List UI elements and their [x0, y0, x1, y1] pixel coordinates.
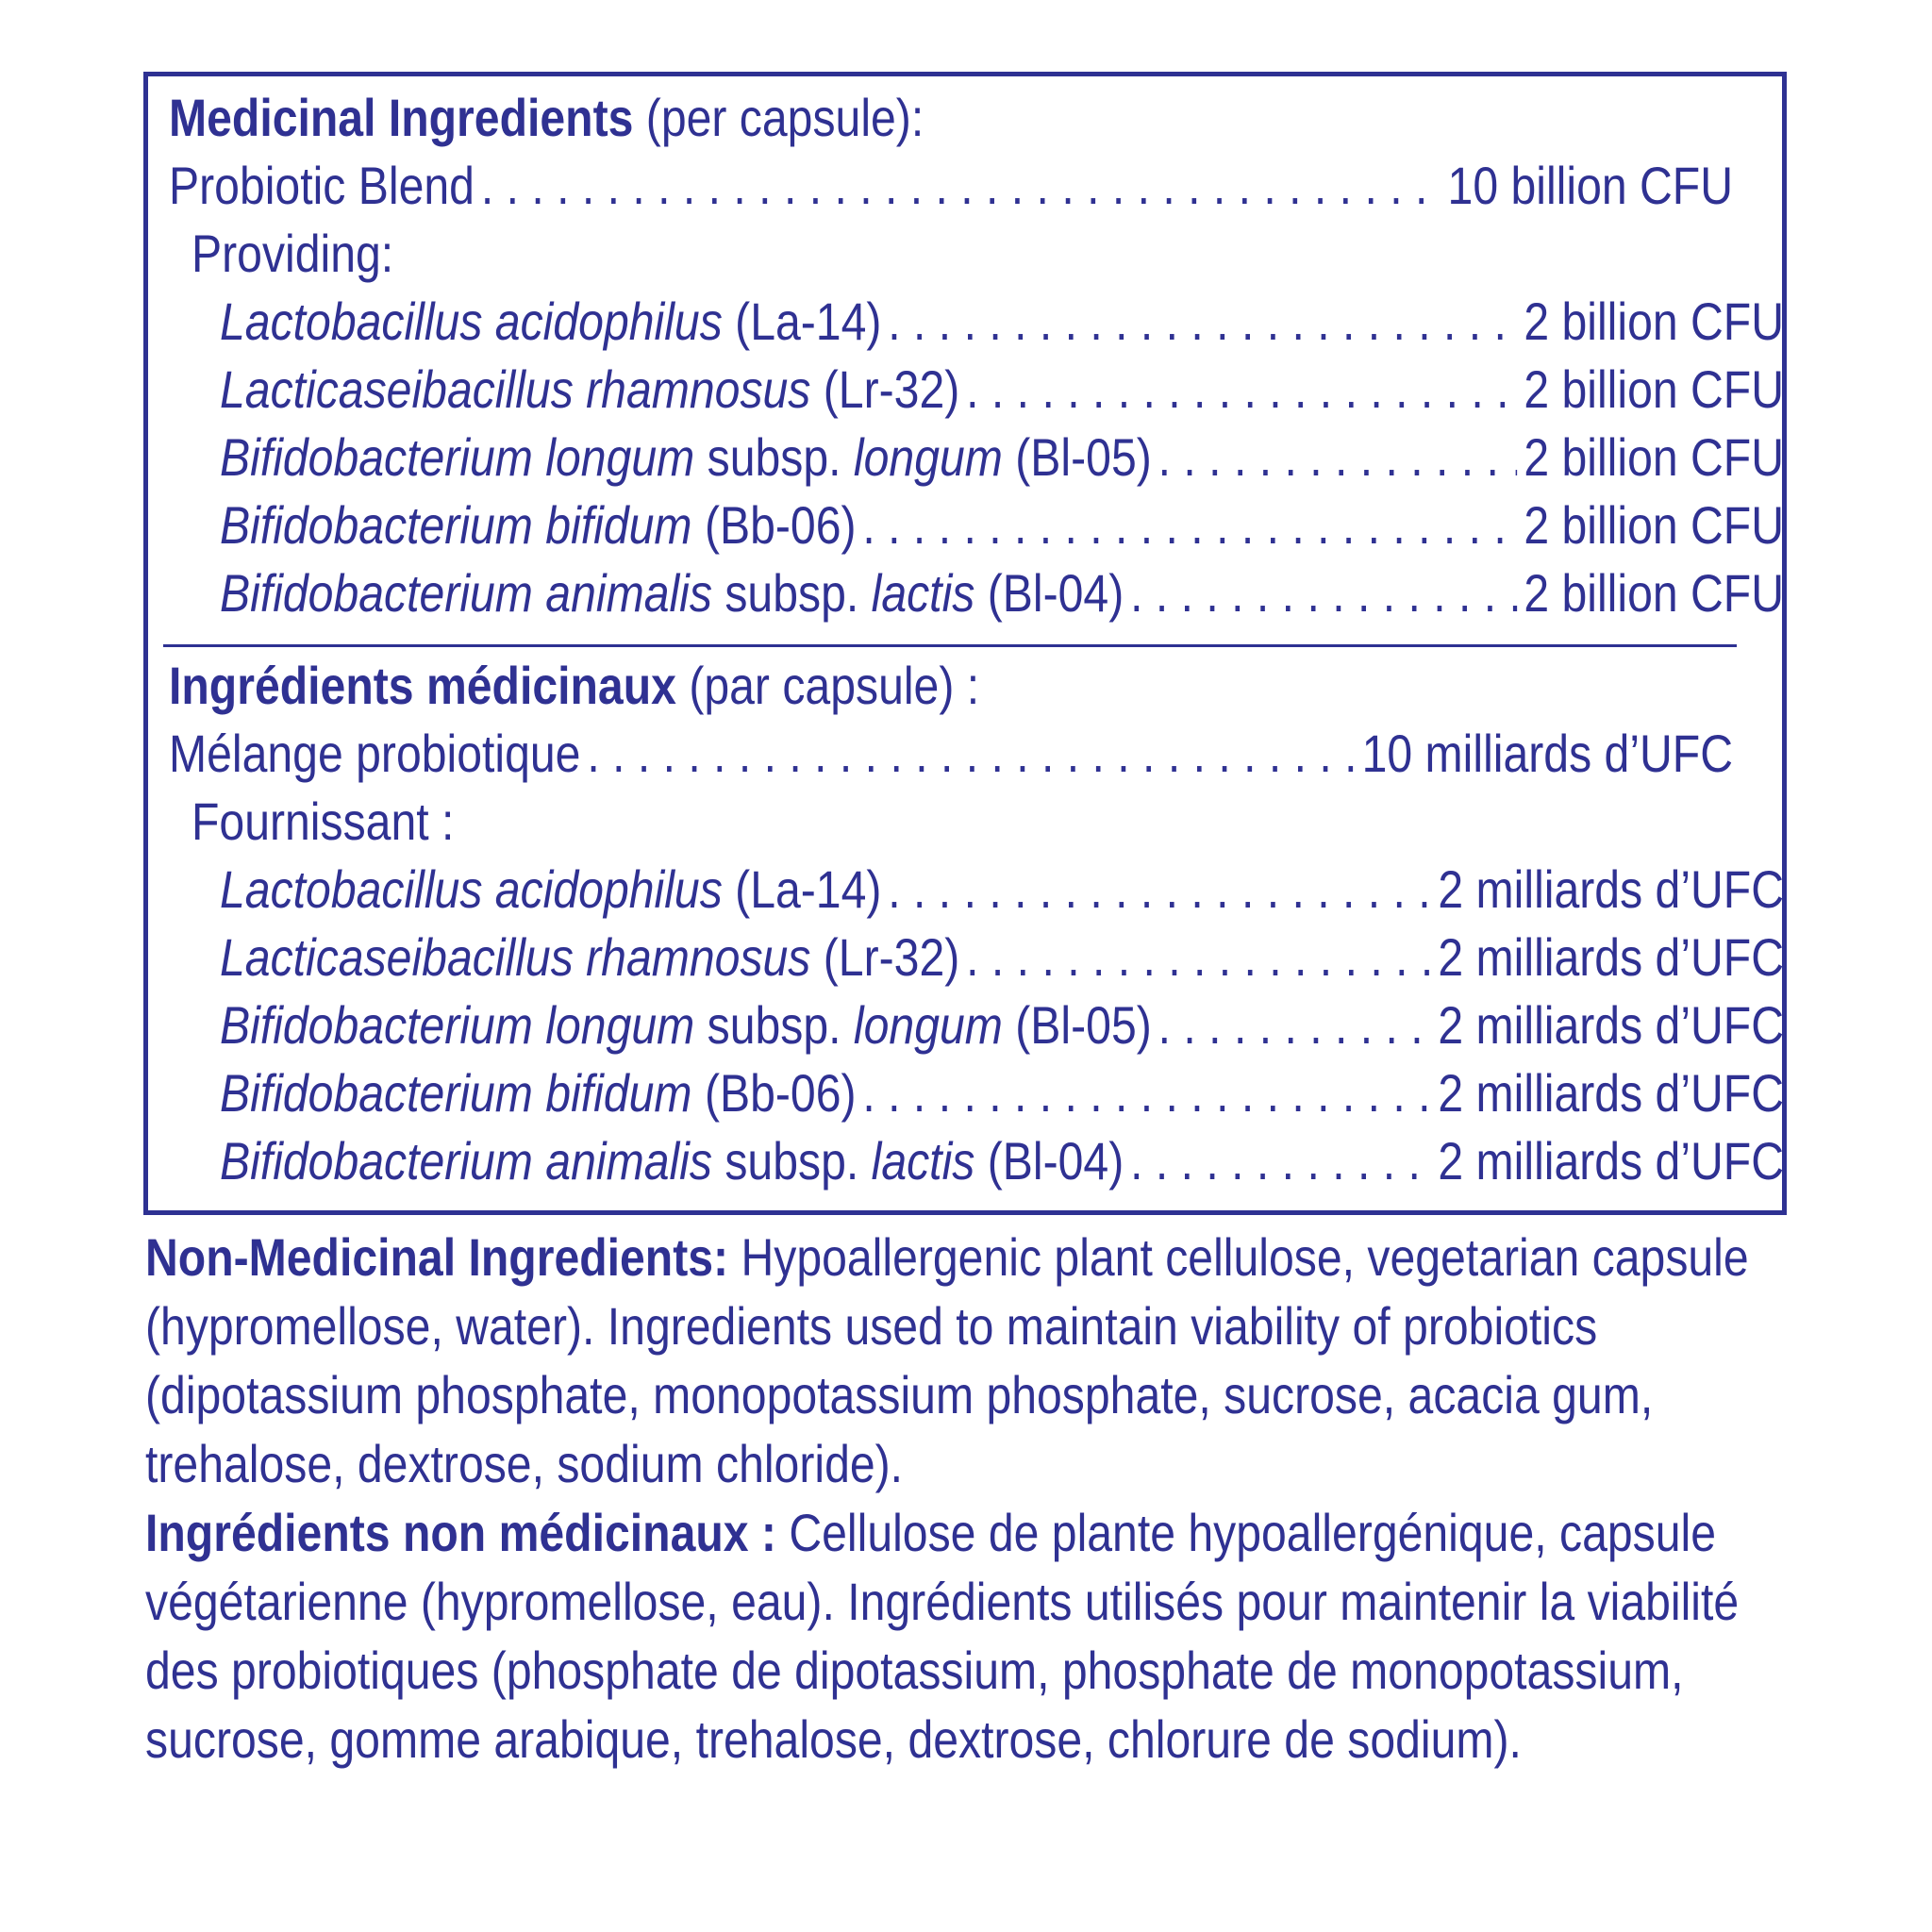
- strain-code: (Lr-32): [823, 359, 960, 419]
- non-medicinal-paragraph-fr: [145, 1498, 1776, 1774]
- providing-label-en: Providing:: [192, 224, 394, 283]
- non-medicinal-heading-fr: Ingrédients non médicinaux :: [145, 1503, 776, 1562]
- strain-amount: 2 billion CFU: [1524, 563, 1784, 623]
- medicinal-heading-en: [169, 84, 1733, 152]
- strain-code: (Bb-06): [704, 495, 857, 555]
- medicinal-heading-title: Ingrédients médicinaux: [169, 656, 676, 715]
- section-divider: [163, 644, 1737, 647]
- strain-amount: 2 milliards d’UFC: [1438, 1131, 1784, 1191]
- medicinal-heading-suffix: (per capsule):: [645, 88, 924, 147]
- strain-code: (Bl-04): [987, 1131, 1124, 1191]
- strain-row-en: [220, 288, 1784, 356]
- strain-subspecies: longum: [853, 995, 1003, 1055]
- strain-code: (Bl-05): [1015, 995, 1152, 1055]
- strain-species: Bifidobacterium longum: [220, 427, 695, 487]
- strain-species: Bifidobacterium animalis: [220, 1131, 712, 1191]
- dot-leader: [862, 491, 1517, 559]
- blend-amount: 10 billion CFU: [1447, 156, 1733, 215]
- non-medicinal-paragraph-en: [145, 1223, 1776, 1498]
- strain-amount: 2 billion CFU: [1524, 495, 1784, 555]
- strain-amount: 2 billion CFU: [1524, 359, 1784, 419]
- strain-row-en: [220, 491, 1784, 559]
- non-medicinal-heading-en: Non-Medicinal Ingredients:: [145, 1227, 729, 1287]
- strain-subspecies: lactis: [871, 1131, 975, 1191]
- dot-leader: [1130, 1127, 1431, 1195]
- strain-code: (La-14): [735, 859, 882, 919]
- strain-subspecies: longum: [853, 427, 1003, 487]
- medicinal-ingredients-box: [143, 72, 1787, 1215]
- strain-row-fr: [220, 1059, 1784, 1127]
- strain-code: (La-14): [735, 291, 882, 351]
- strain-code: (Lr-32): [823, 927, 960, 987]
- strain-row-en: [220, 559, 1784, 627]
- non-medicinal-ingredients: [145, 1223, 1749, 1774]
- dot-leader: [1158, 991, 1432, 1059]
- strain-amount: 2 milliards d’UFC: [1438, 859, 1784, 919]
- blend-name: Mélange probiotique: [169, 724, 581, 783]
- medicinal-heading-suffix: (par capsule) :: [689, 656, 980, 715]
- dot-leader: [1130, 559, 1517, 627]
- strain-row-fr: [220, 924, 1784, 991]
- dot-leader: [888, 856, 1431, 924]
- strain-code: (Bl-05): [1015, 427, 1152, 487]
- strain-amount: 2 milliards d’UFC: [1438, 995, 1784, 1055]
- blend-row-en: [169, 152, 1733, 220]
- strain-row-fr: [220, 856, 1784, 924]
- strain-species: Lacticaseibacillus rhamnosus: [220, 927, 811, 987]
- non-medicinal-text-fr: Cellulose de plante hypoallergénique, capsule végétarienne (hypromellose, eau). Ingrédients utilisés pour maintenir la viabilité des probiotiques (phosphate de dipotassium, phosphate de monopotassium, sucrose, gomme arabique, trehalose, dextrose, chlorure de sodium).: [145, 1503, 1740, 1769]
- strain-species: Bifidobacterium bifidum: [220, 1063, 692, 1123]
- medicinal-heading-fr: [169, 652, 1733, 720]
- medicinal-heading-title: Medicinal Ingredients: [169, 88, 634, 147]
- dot-leader: [862, 1059, 1431, 1127]
- blend-amount: 10 milliards d’UFC: [1361, 724, 1733, 783]
- strain-species: Bifidobacterium animalis: [220, 563, 712, 623]
- dot-leader: [966, 924, 1431, 991]
- strain-species: Lactobacillus acidophilus: [220, 859, 723, 919]
- dot-leader: [1158, 424, 1518, 491]
- strain-amount: 2 billion CFU: [1524, 291, 1784, 351]
- strain-subsp-label: subsp.: [707, 427, 841, 487]
- strain-subsp-label: subsp.: [724, 563, 859, 623]
- dot-leader: [481, 152, 1441, 220]
- dot-leader: [587, 720, 1355, 788]
- providing-label-fr: Fournissant :: [192, 791, 455, 851]
- strain-species: Bifidobacterium bifidum: [220, 495, 692, 555]
- strain-code: (Bb-06): [704, 1063, 857, 1123]
- strain-subspecies: lactis: [871, 563, 975, 623]
- strain-species: Lacticaseibacillus rhamnosus: [220, 359, 811, 419]
- strain-row-fr: [220, 991, 1784, 1059]
- dot-leader: [966, 356, 1517, 424]
- non-medicinal-text-en: Hypoallergenic plant cellulose, vegetarian capsule (hypromellose, water). Ingredients used to maintain viability of probiotics (dipotassium phosphate, monopotassium phosphate, sucrose, acacia gum, trehalose, dextrose, sodium chloride).: [145, 1227, 1749, 1493]
- dot-leader: [888, 288, 1517, 356]
- strain-subsp-label: subsp.: [707, 995, 841, 1055]
- blend-name: Probiotic Blend: [169, 156, 475, 215]
- strain-code: (Bl-04): [987, 563, 1124, 623]
- strain-species: Lactobacillus acidophilus: [220, 291, 723, 351]
- strain-row-en: [220, 356, 1784, 424]
- blend-row-fr: [169, 720, 1733, 788]
- strain-amount: 2 billion CFU: [1524, 427, 1784, 487]
- strain-row-en: [220, 424, 1784, 491]
- strain-row-fr: [220, 1127, 1784, 1195]
- strain-subsp-label: subsp.: [724, 1131, 859, 1191]
- strain-amount: 2 milliards d’UFC: [1438, 1063, 1784, 1123]
- strain-amount: 2 milliards d’UFC: [1438, 927, 1784, 987]
- strain-species: Bifidobacterium longum: [220, 995, 695, 1055]
